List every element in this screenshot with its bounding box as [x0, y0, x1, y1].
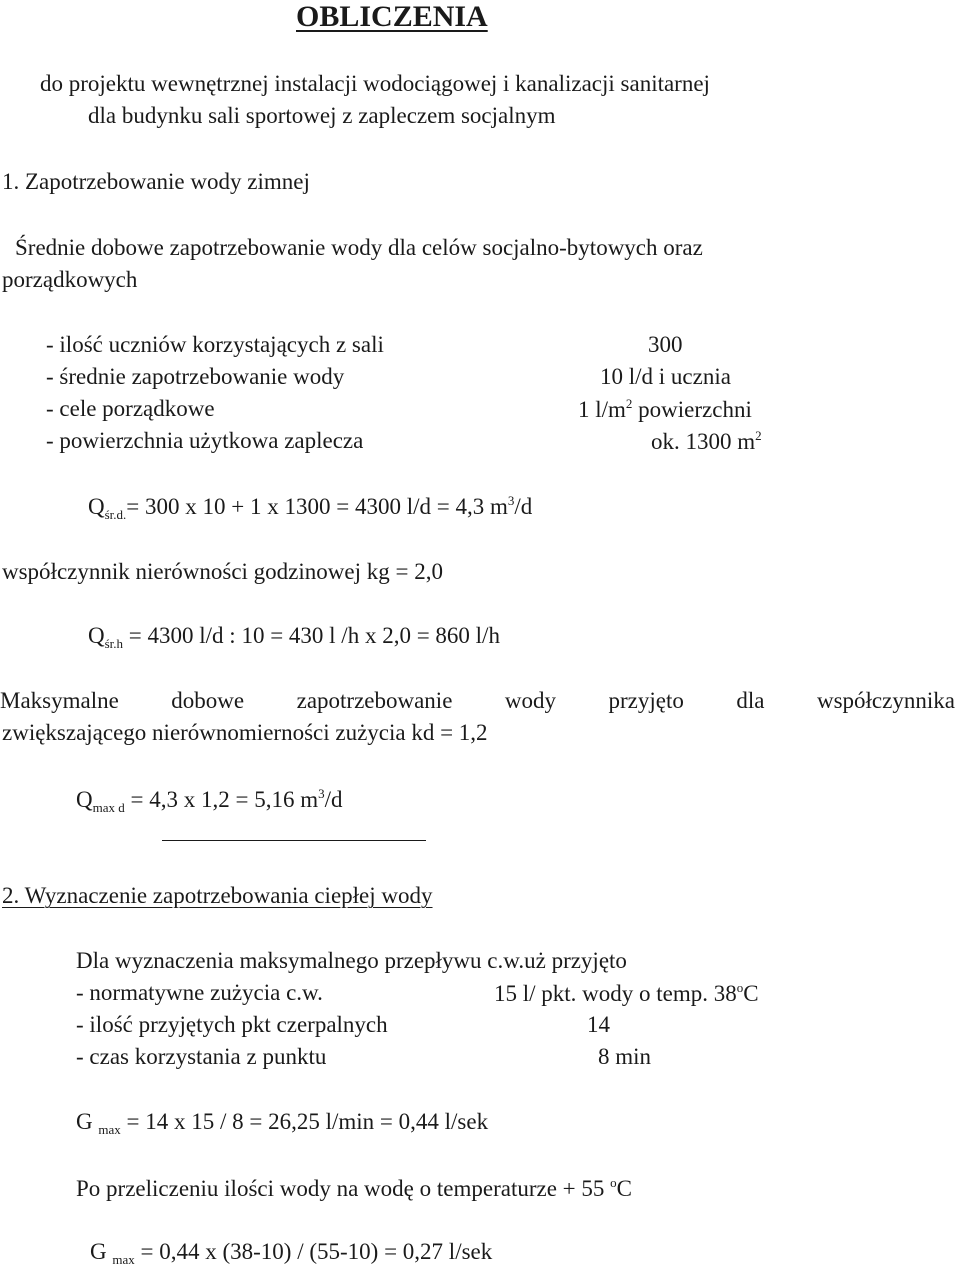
- section-1-paragraph-line-2: porządkowych: [2, 267, 138, 292]
- formula-g-max: G $_{max}$ = 14 x 15 / 8 = 26,25 l/min = 0,44 l/sek: [76, 1109, 489, 1137]
- intro-line-1: do projektu wewnętrznej instalacji wodociągowej i kanalizacji sanitarnej: [40, 71, 710, 96]
- item-time-label: - czas korzystania z punktu: [76, 1044, 327, 1069]
- formula-q-srd: $Q_{śr.d.}= 300$ x 10 + 1 x 1300 = 4300 l/d = 4,3 $m^3/d$: [88, 493, 533, 522]
- section-1-paragraph-line-1: Średnie dobowe zapotrzebowanie wody dla celów socjalno-bytowych oraz: [15, 235, 703, 260]
- section-2-heading: 2. Wyznaczenie zapotrzebowania ciepłej wody: [2, 883, 433, 908]
- formula-q-srh: $Q_{śr.h} = 4300$ l/d : 10 = 430 l /h x 2,0 = 860 l/h: [88, 623, 500, 651]
- item-cleaning-value: 1 $l/m^2$ powierzchni: [578, 396, 752, 422]
- item-norm-value: 15 l/ pkt. wody o temp. 38$^o$C: [494, 980, 759, 1006]
- section-1-heading: 1. Zapotrzebowanie wody zimnej: [2, 169, 310, 194]
- item-norm-label: - normatywne zużycia c.w.: [76, 980, 323, 1005]
- item-points-value: 14: [587, 1012, 610, 1037]
- section-2-intro: Dla wyznaczenia maksymalnego przepływu c.w.uż przyjęto: [76, 948, 627, 973]
- item-demand-value: 10 l/d i ucznia: [600, 364, 731, 389]
- item-students-label: - ilość uczniów korzystających z sali: [46, 332, 384, 357]
- item-area-value: ok. 1300 $m^2$: [651, 428, 762, 454]
- formula-q-max-d: $Q_{max d} = 4,3$ x 1,2 = 5,16 $m^3/d$: [76, 786, 343, 815]
- recalculation-line: Po przeliczeniu ilości wody na wodę o temperaturze + 55 $^o$C: [76, 1175, 632, 1201]
- item-time-value: 8 min: [598, 1044, 652, 1069]
- page-title: OBLICZENIA: [296, 0, 488, 33]
- item-area-label: - powierzchnia użytkowa zaplecza: [46, 428, 364, 453]
- item-demand-label: - średnie zapotrzebowanie wody: [46, 364, 345, 389]
- intro-line-2: dla budynku sali sportowej z zapleczem socjalnym: [88, 103, 556, 128]
- formula-g-max-recalculated: G $_{max}$ = 0,44 x (38-10) / (55-10) = 0,27 l/sek: [90, 1239, 493, 1267]
- max-daily-paragraph-line-1: Maksymalne dobowe zapotrzebowanie wody przyjęto dla współczynnika: [0, 688, 955, 713]
- hourly-coefficient-line: współczynnik nierówności godzinowej kg = 2,0: [2, 559, 443, 584]
- max-daily-paragraph-line-2: zwiększającego nierównomierności zużycia kd = 1,2: [2, 720, 488, 745]
- item-points-label: - ilość przyjętych pkt czerpalnych: [76, 1012, 388, 1037]
- item-students-value: 300: [648, 332, 683, 357]
- separator-line: [162, 840, 426, 841]
- item-cleaning-label: - cele porządkowe: [46, 396, 215, 421]
